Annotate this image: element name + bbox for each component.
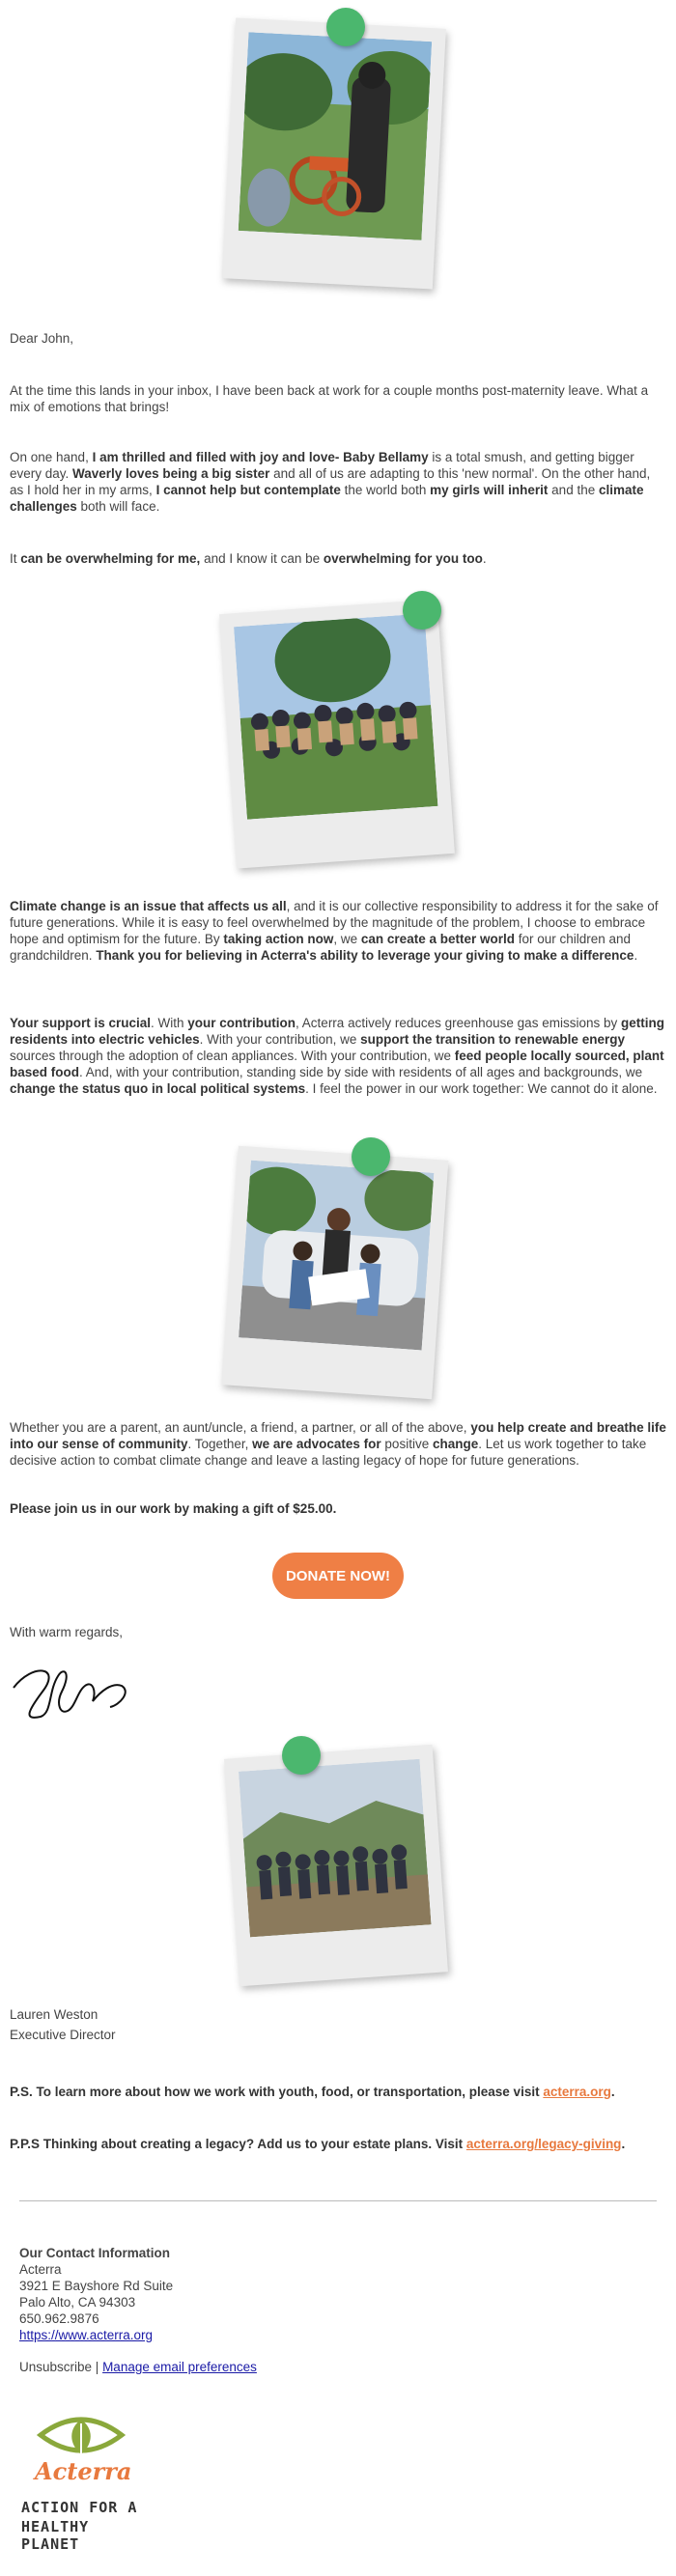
paragraph-intro: At the time this lands in your inbox, I have been back at work for a couple months post-maternity leave. What a mix of emotions that brings! (10, 383, 649, 414)
footer-links: Unsubscribe | Manage email preferences (19, 2360, 257, 2374)
pin-icon (403, 591, 441, 630)
signer-name: Lauren Weston (10, 2007, 99, 2022)
photo-frame-group (219, 599, 455, 868)
donate-button[interactable]: DONATE NOW! (272, 1553, 404, 1599)
pin-icon (352, 1137, 390, 1176)
pin-icon (326, 8, 365, 46)
post-postscript: P.P.S Thinking about creating a legacy? Add us to your estate plans. Visit acterra.org/legacy-giving. (10, 2137, 626, 2151)
divider (19, 2200, 657, 2201)
photo-group-park (234, 613, 437, 819)
pin-icon (282, 1736, 321, 1775)
contact-phone: 650.962.9876 (19, 2311, 99, 2326)
paragraph-climate: Climate change is an issue that affects us all, and it is our collective responsibility to address it for the sake of future generations. While it is easy to feel overwhelmed by the magnitude of the problem, I choose to embrace hope and optimism for the future. By taking action now, we can create a better world for our children and grandchildren. Thank you for believing in Acterra's ability to leverage your giving to make a difference. (10, 899, 659, 963)
contact-heading: Our Contact Information (19, 2246, 170, 2260)
signer-title: Executive Director (10, 2028, 116, 2042)
photo-frame-ev (222, 1146, 449, 1400)
logo-tagline-2: HEALTHY PLANET (21, 2518, 90, 2553)
paragraph-community: Whether you are a parent, an aunt/uncle, a friend, a partner, or all of the above, you help create and breathe life into our sense of community. Together, we are advocates for positive change. Let us work together to take decisive action to combat climate change and leave a lasting legacy of hope for future generations. (10, 1420, 666, 1468)
photo-family-bikes (239, 32, 433, 240)
unsubscribe-link[interactable]: Unsubscribe (19, 2360, 93, 2374)
photo-hike-group (239, 1759, 432, 1938)
logo-wordmark: Acterra (35, 2457, 132, 2485)
paragraph-overwhelming: It can be overwhelming for me, and I know it can be overwhelming for you too. (10, 551, 487, 566)
paragraph-support: Your support is crucial. With your contribution, Acterra actively reduces greenhouse gas emissions by getting residents into electric vehicles. With your contribution, we support the transition to renewable energy sources through the adoption of clean appliances. With your contribution, we feed people locally sourced, plant based food. And, with your contribution, standing side by side with residents of all ages and backgrounds, we change the status quo in local political systems. I feel the power in our work together: We cannot do it alone. (10, 1016, 664, 1096)
logo-tagline-1: ACTION FOR A (21, 2499, 138, 2516)
contact-info (19, 2245, 676, 2343)
contact-org: Acterra (19, 2262, 62, 2277)
website-link[interactable]: https://www.acterra.org (19, 2328, 154, 2342)
signature-image (4, 1653, 139, 1726)
paragraph-family: On one hand, I am thrilled and filled with joy and love- Baby Bellamy is a total smush, and getting bigger every day. Waverly loves being a big sister and all of us are adapting to this 'new normal'. On the other hand, as I hold her in my arms, I cannot help but contemplate the world both my girls will inherit and the climate challenges both will face. (10, 450, 651, 514)
acterra-logo (14, 2410, 139, 2553)
photo-frame-hike (224, 1745, 448, 1986)
paragraph-ask: Please join us in our work by making a gift of $25.00. (10, 1501, 337, 1516)
photo-ev-car (239, 1161, 434, 1351)
contact-address-line1: 3921 E Bayshore Rd Suite (19, 2279, 174, 2293)
manage-preferences-link[interactable]: Manage email preferences (102, 2360, 257, 2374)
contact-address-line2: Palo Alto, CA 94303 (19, 2295, 136, 2310)
closing: With warm regards, (10, 1625, 124, 1639)
legacy-giving-link[interactable]: acterra.org/legacy-giving (465, 2137, 622, 2151)
acterra-link[interactable]: acterra.org (543, 2085, 611, 2099)
photo-frame-family (222, 17, 446, 289)
postscript: P.S. To learn more about how we work with youth, food, or transportation, please visit acterra.org. (10, 2085, 615, 2099)
greeting: Dear John, (10, 331, 74, 346)
